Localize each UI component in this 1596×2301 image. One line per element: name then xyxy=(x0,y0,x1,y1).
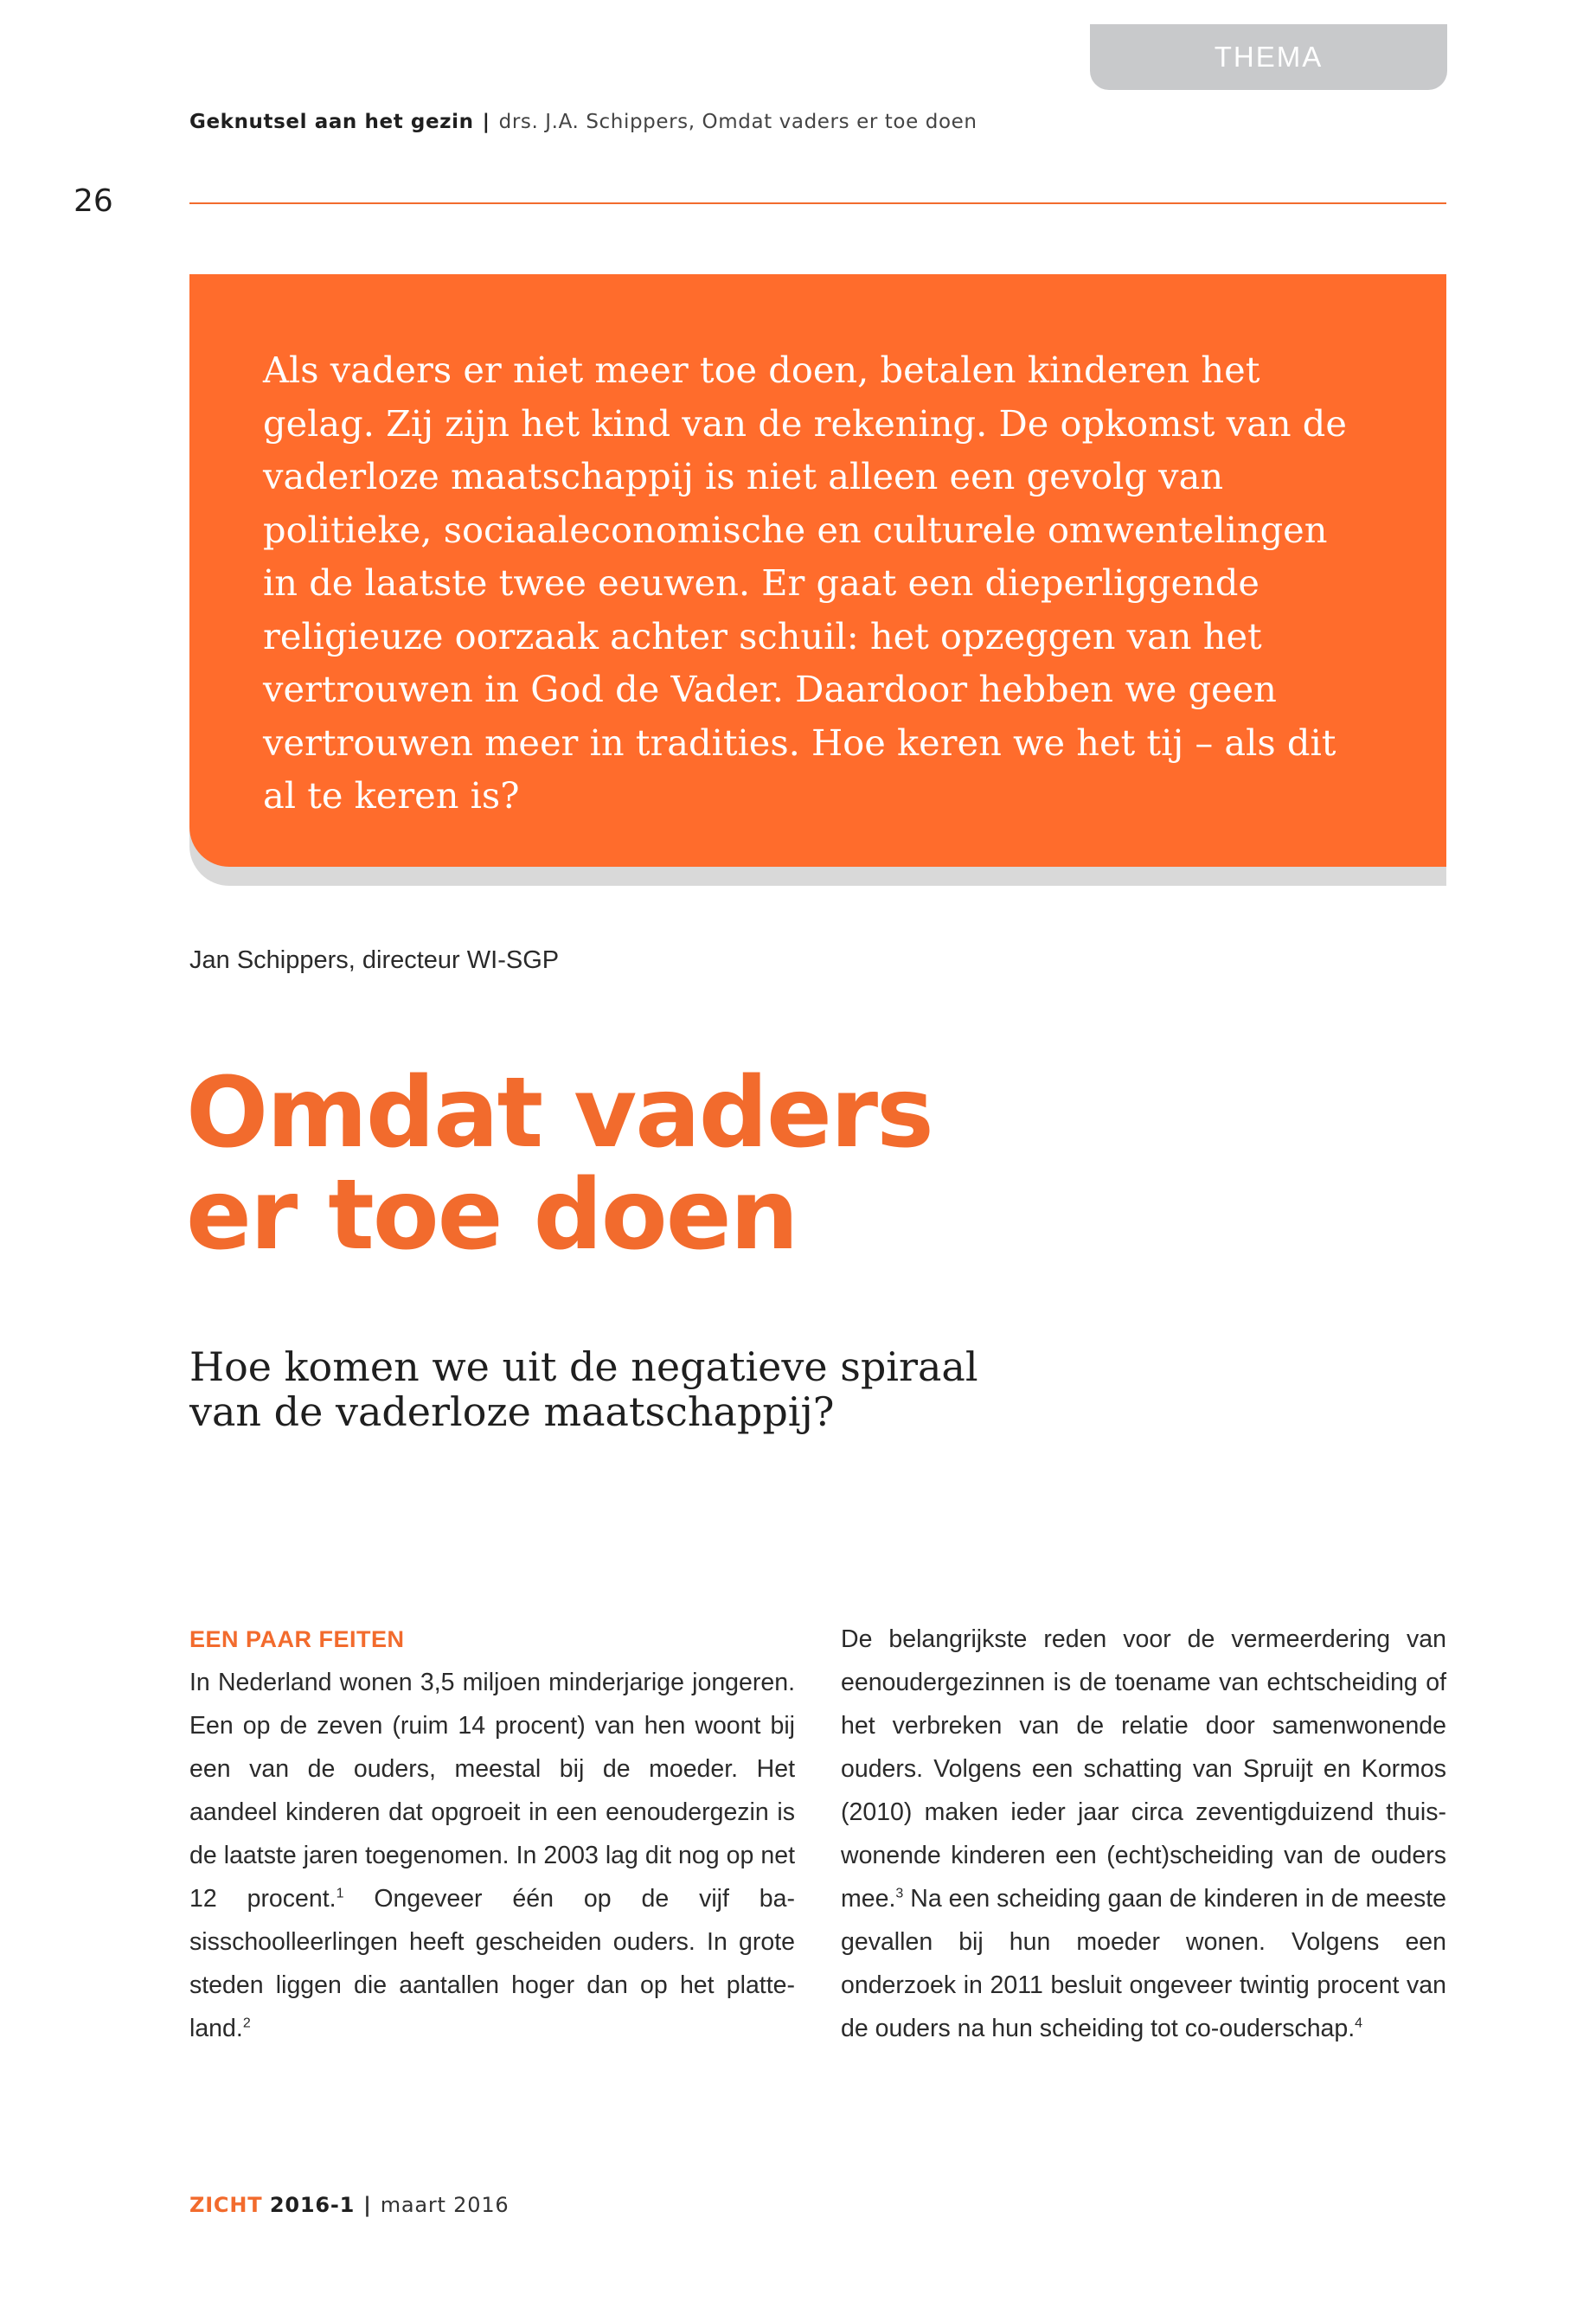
article-title-line-1: Omdat vaders xyxy=(186,1057,933,1170)
header-rule xyxy=(189,202,1446,204)
running-head-separator: | xyxy=(482,111,490,133)
footnote-marker: 1 xyxy=(336,1886,344,1901)
body-paragraph-left xyxy=(189,1661,795,2050)
author-article-title: drs. J.A. Schippers, Omdat vaders er toe doen xyxy=(498,111,977,133)
page-number: 26 xyxy=(74,183,113,219)
intro-text: Als vaders er niet meer toe doen, betalen kinderen het gelag. Zij zijn het kind van de rekening. De opkomst van de vaderloze maatschappij is niet alleen een gevolg van politieke, sociaaleconomische en culturele omwentelingen in de laatste twee eeuwen. Er gaat een dieperliggende religieuze oorzaak achter schuil: het opzeggen van het vertrouwen in God de Vader. Daardoor hebben we geen vertrouwen meer in tradities. Hoe keren we het tij – als dit al te keren is? xyxy=(263,349,1347,817)
footnote-marker: 4 xyxy=(1355,2016,1363,2031)
issue-number: 2016-1 xyxy=(269,2193,356,2217)
footer xyxy=(189,2193,509,2217)
article-title xyxy=(186,1057,933,1272)
article-subtitle-line-1: Hoe komen we uit de negatieve spiraal xyxy=(189,1343,978,1390)
thema-tab: THEMA xyxy=(1090,24,1447,90)
article-subtitle xyxy=(189,1344,978,1434)
series-title: Geknutsel aan het gezin xyxy=(189,111,474,133)
footnote-marker: 3 xyxy=(895,1886,904,1901)
section-heading: EEN PAAR FEITEN xyxy=(189,1626,405,1652)
issue-date: maart 2016 xyxy=(380,2193,510,2217)
body-column-right xyxy=(841,1618,1446,2050)
body-paragraph-right xyxy=(841,1618,1446,2050)
body-text: Na een scheiding gaan de kinderen in de meeste gevallen bij hun moeder wonen. Volgens een onderzoek in 2011 besluit ongeveer twintig procent van de ouders na hun scheiding tot co-ouderschap. xyxy=(841,1885,1446,2042)
article-subtitle-line-2: van de vaderloze maatschappij? xyxy=(189,1388,835,1435)
body-column-left xyxy=(189,1618,795,2050)
body-text: De belangrijkste reden voor de vermeerdering van eenoudergezinnen is de toename van echtscheiding of het verbreken van de relatie door samenwonende ouders. Volgens een schatting van Spruijt en Kormos (2010) maken ieder jaar circa zeventigduizend thuiswonende kinderen een (echt)scheiding van de ouders mee. xyxy=(841,1625,1446,1913)
footnote-marker: 2 xyxy=(242,2016,251,2031)
magazine-name: ZICHT xyxy=(189,2193,263,2217)
body-text: In Nederland wonen 3,5 miljoen minderjarige jongeren. Een op de zeven (ruim 14 procent) van hen woont bij een van de ouders, meestal bij de moeder. Het aandeel kinderen dat opgroeit in een eenoudergezin is de laatste jaren toegenomen. In 2003 lag dit nog op net 12 procent. xyxy=(189,1669,795,1913)
footer-separator: | xyxy=(363,2193,372,2217)
body-text: Ongeveer één op de vijf basisschoolleerlingen heeft gescheiden ouders. In grote steden liggen die aantallen hoger dan op het platteland. xyxy=(189,1885,795,2042)
intro-box xyxy=(189,274,1446,867)
running-head xyxy=(189,111,977,133)
byline: Jan Schippers, directeur WI-SGP xyxy=(189,946,560,974)
article-title-line-2: er toe doen xyxy=(186,1159,798,1272)
